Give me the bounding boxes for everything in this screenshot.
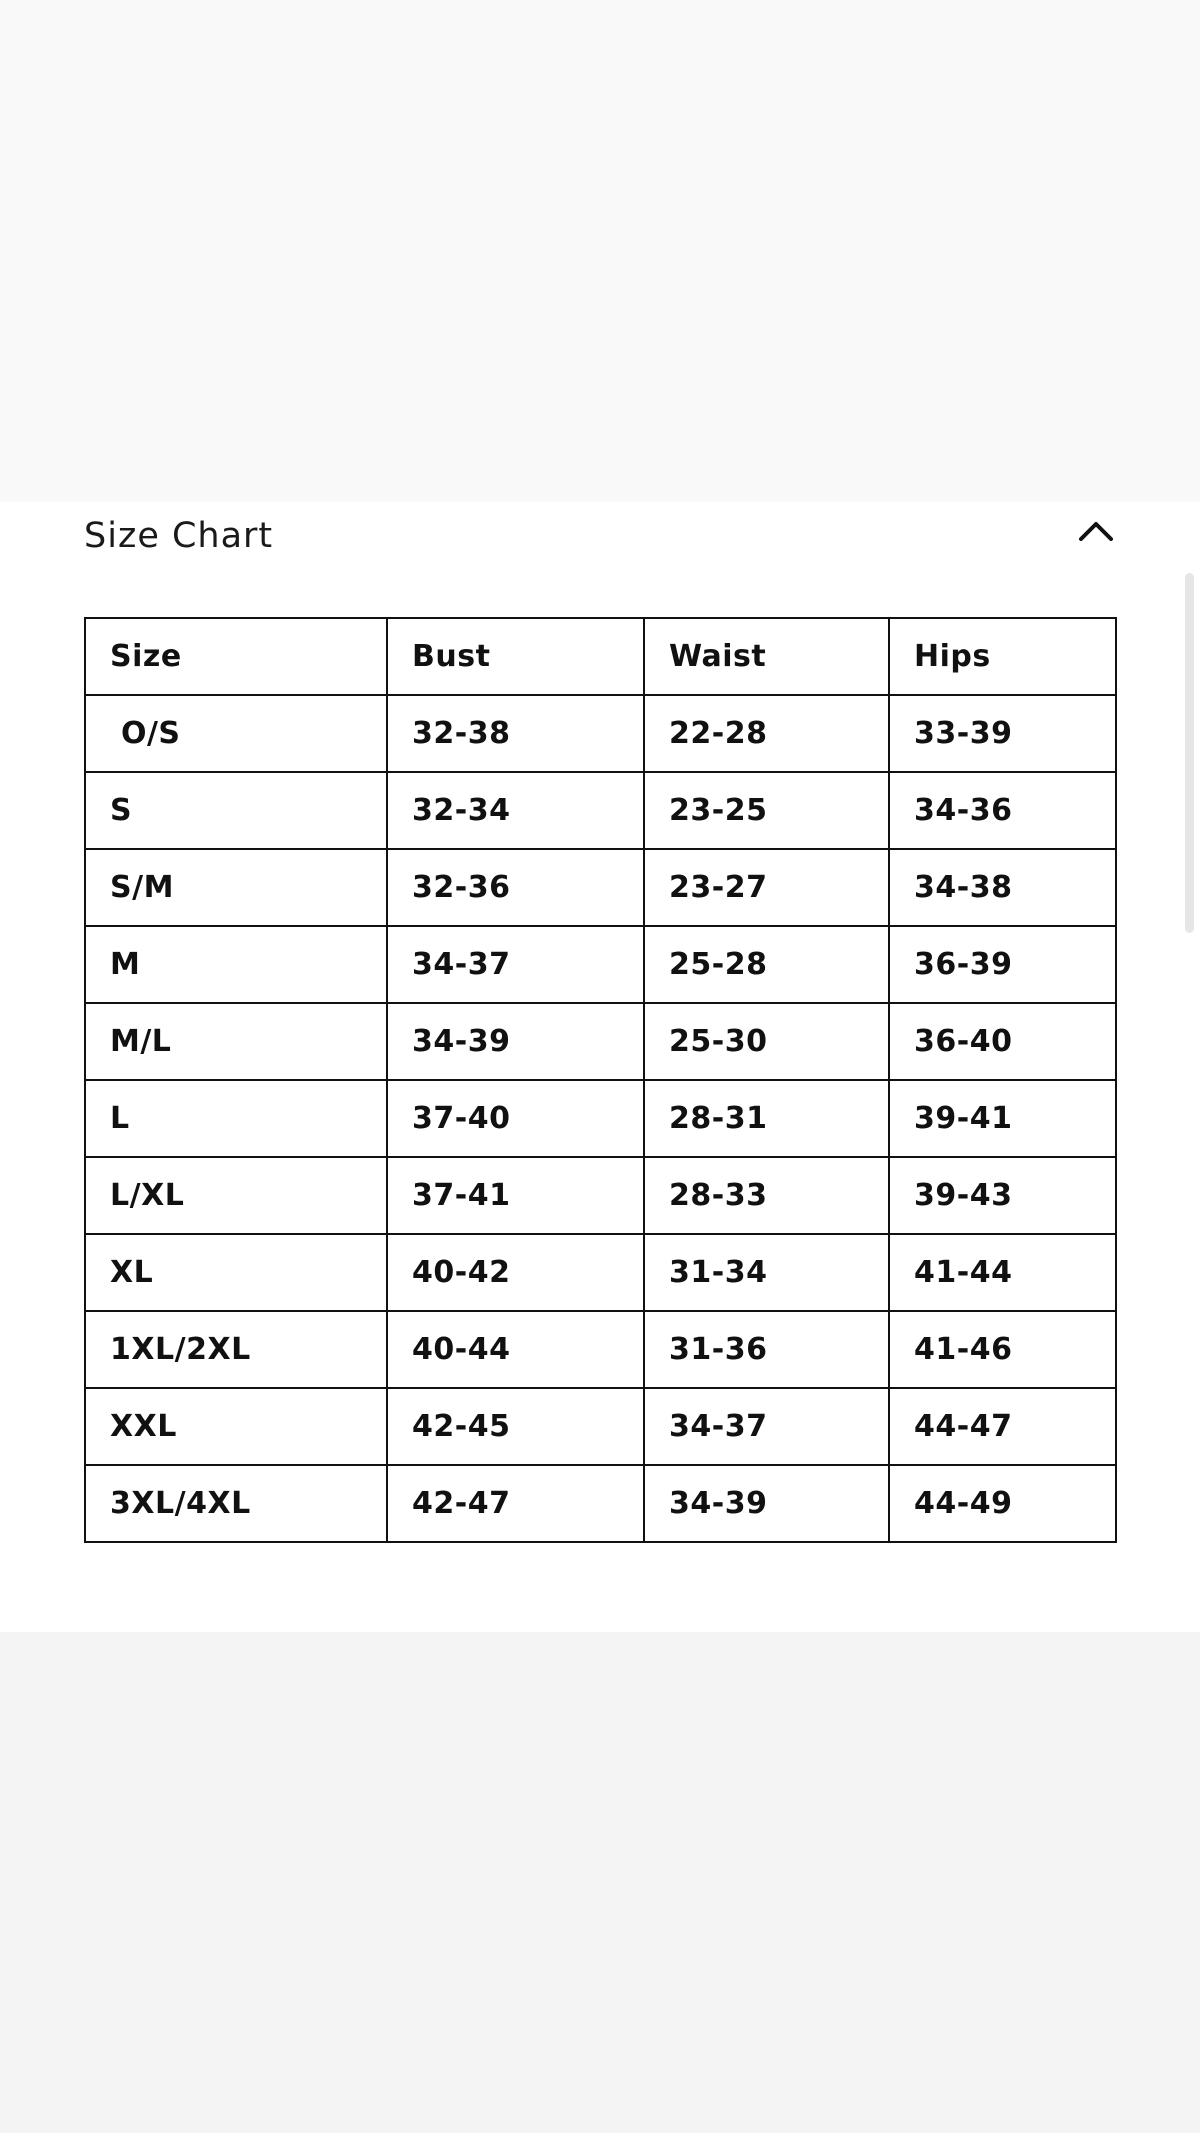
cell-hips: 41-46: [889, 1311, 1116, 1388]
cell-hips: 36-39: [889, 926, 1116, 1003]
table-row: [85, 849, 1116, 926]
cell-waist: 28-33: [644, 1157, 889, 1234]
header-waist: Waist: [644, 618, 889, 695]
cell-size: M/L: [85, 1003, 387, 1080]
cell-hips: 36-40: [889, 1003, 1116, 1080]
cell-bust: 34-37: [387, 926, 644, 1003]
cell-waist: 34-37: [644, 1388, 889, 1465]
cell-bust: 37-41: [387, 1157, 644, 1234]
table-row: [85, 695, 1116, 772]
table-row: [85, 1388, 1116, 1465]
cell-bust: 40-42: [387, 1234, 644, 1311]
cell-bust: 42-47: [387, 1465, 644, 1542]
cell-waist: 31-34: [644, 1234, 889, 1311]
cell-size: XXL: [85, 1388, 387, 1465]
cell-size: 1XL/2XL: [85, 1311, 387, 1388]
cell-size: 3XL/4XL: [85, 1465, 387, 1542]
cell-waist: 22-28: [644, 695, 889, 772]
top-backdrop: [0, 0, 1200, 502]
cell-size: L: [85, 1080, 387, 1157]
cell-hips: 41-44: [889, 1234, 1116, 1311]
cell-size: L/XL: [85, 1157, 387, 1234]
cell-bust: 32-38: [387, 695, 644, 772]
cell-waist: 25-30: [644, 1003, 889, 1080]
cell-hips: 39-43: [889, 1157, 1116, 1234]
size-chart-accordion-header[interactable]: [84, 510, 1116, 562]
table-row: [85, 772, 1116, 849]
header-size: Size: [85, 618, 387, 695]
cell-hips: 44-47: [889, 1388, 1116, 1465]
cell-bust: 34-39: [387, 1003, 644, 1080]
cell-bust: 32-36: [387, 849, 644, 926]
cell-size: M: [85, 926, 387, 1003]
table-row: [85, 1465, 1116, 1542]
cell-hips: 39-41: [889, 1080, 1116, 1157]
scrollbar[interactable]: [1185, 573, 1194, 933]
size-chart-panel: [0, 502, 1200, 1632]
table-row: [85, 1311, 1116, 1388]
cell-waist: 23-25: [644, 772, 889, 849]
cell-bust: 37-40: [387, 1080, 644, 1157]
cell-bust: 40-44: [387, 1311, 644, 1388]
cell-bust: 32-34: [387, 772, 644, 849]
cell-size: O/S: [85, 695, 387, 772]
cell-hips: 34-36: [889, 772, 1116, 849]
cell-hips: 34-38: [889, 849, 1116, 926]
header-hips: Hips: [889, 618, 1116, 695]
cell-waist: 34-39: [644, 1465, 889, 1542]
bottom-backdrop: [0, 1632, 1200, 2133]
table-row: [85, 1234, 1116, 1311]
cell-size: XL: [85, 1234, 387, 1311]
table-row: [85, 1157, 1116, 1234]
size-chart-table: [84, 617, 1117, 1543]
table-header-row: [85, 618, 1116, 695]
header-bust: Bust: [387, 618, 644, 695]
cell-hips: 44-49: [889, 1465, 1116, 1542]
cell-waist: 28-31: [644, 1080, 889, 1157]
cell-waist: 31-36: [644, 1311, 889, 1388]
cell-bust: 42-45: [387, 1388, 644, 1465]
cell-size: S/M: [85, 849, 387, 926]
cell-waist: 23-27: [644, 849, 889, 926]
cell-waist: 25-28: [644, 926, 889, 1003]
table-row: [85, 1080, 1116, 1157]
chevron-up-icon[interactable]: [1076, 512, 1116, 552]
size-chart-title: Size Chart: [84, 516, 274, 556]
cell-size: S: [85, 772, 387, 849]
table-row: [85, 926, 1116, 1003]
table-row: [85, 1003, 1116, 1080]
cell-hips: 33-39: [889, 695, 1116, 772]
